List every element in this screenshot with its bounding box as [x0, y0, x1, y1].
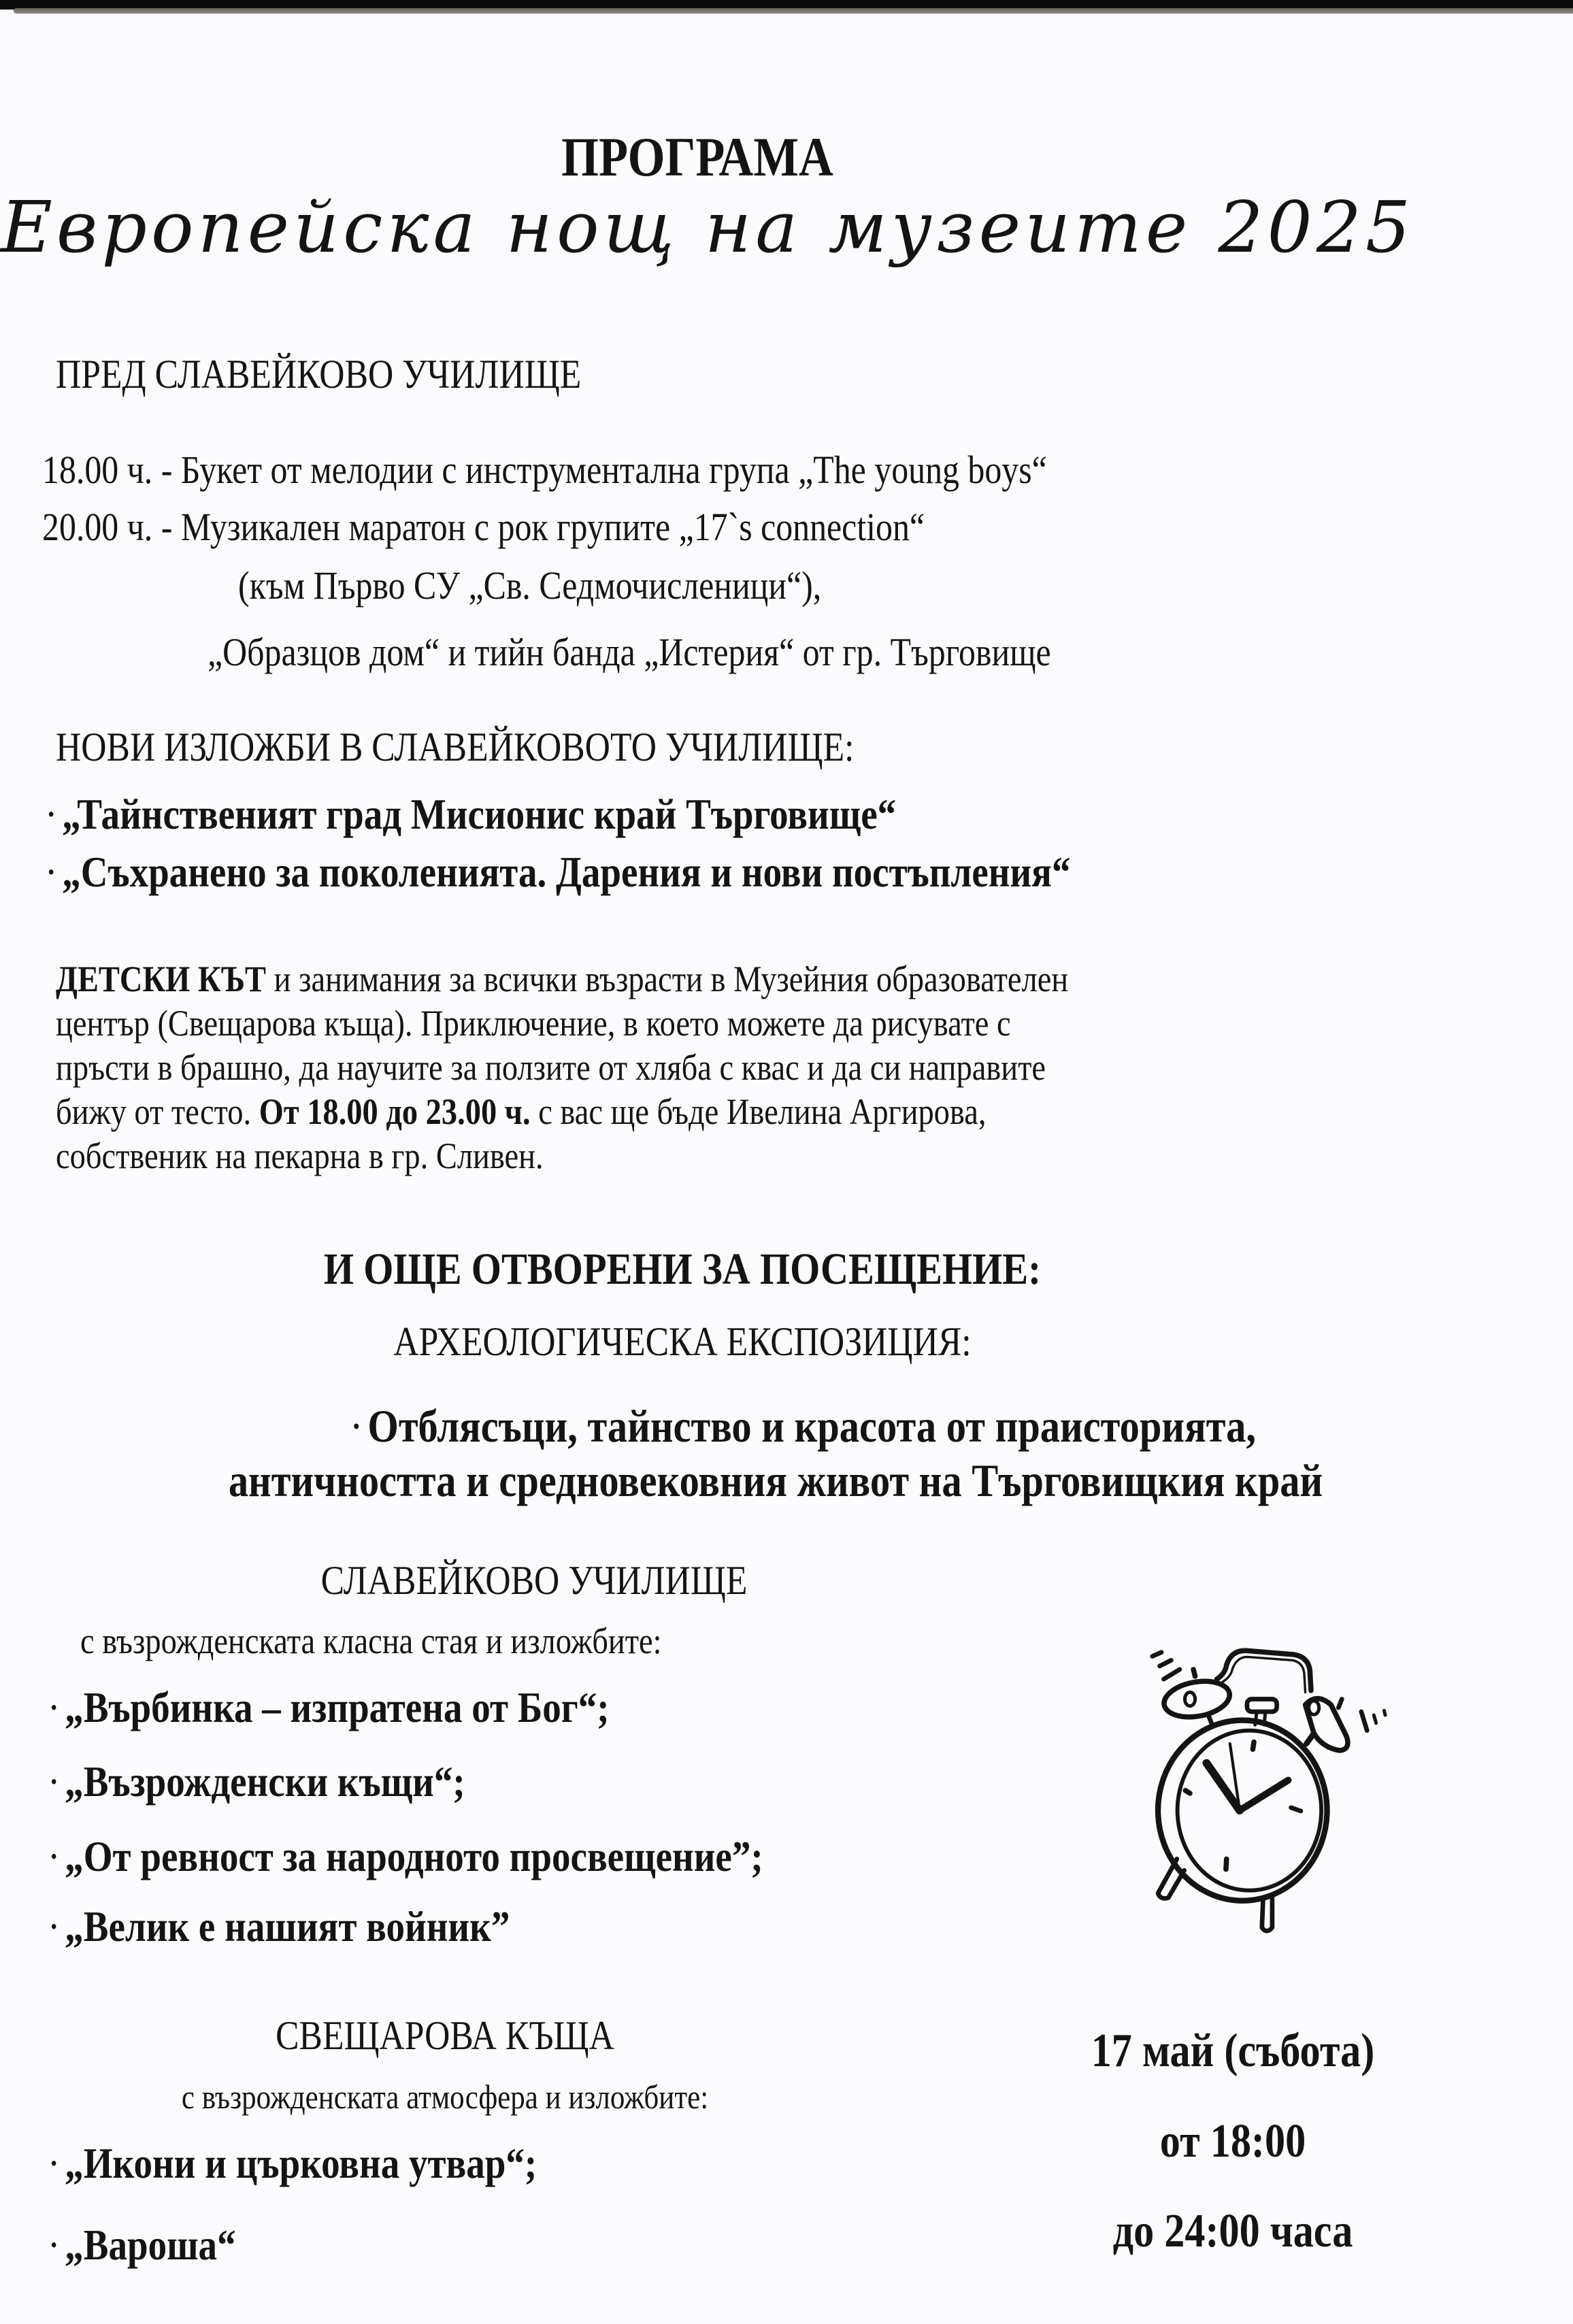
event-time: 18.00 ч. - — [42, 448, 173, 492]
bullet-icon: · — [45, 848, 58, 896]
page-subtitle: Европейска нощ на музеите 2025 — [0, 186, 1415, 269]
exhibition-title: „Възрожденски къщи“; — [65, 1757, 465, 1806]
exhibition-item — [45, 790, 897, 838]
exhibition-title: „Икони и църковна утвар“; — [65, 2139, 537, 2187]
kids-corner-line: център (Свещарова къща). Приключение, в което можете да рисувате с — [56, 1003, 1011, 1044]
exhibition-title: „От ревност за народното просвещение”; — [65, 1832, 763, 1880]
exhibition-title: „Велик е нашият войник” — [65, 1902, 510, 1950]
section-heading-new-exhibitions: НОВИ ИЗЛОЖБИ В СЛАВЕЙКОВОТО УЧИЛИЩЕ: — [56, 725, 855, 769]
kids-corner-label: ДЕТСКИ КЪТ — [56, 959, 267, 999]
event-row — [42, 505, 925, 549]
exhibition-item — [48, 1683, 610, 1731]
exhibition-title: „Вароша“ — [65, 2221, 236, 2269]
bullet-icon: · — [48, 1683, 61, 1731]
exhibition-item — [48, 1832, 763, 1880]
bullet-icon: · — [48, 1757, 61, 1806]
event-text: Букет от мелодии с инструментална група „The young boys“ — [180, 448, 1047, 492]
alarm-clock-icon — [1123, 1606, 1442, 1953]
section-intro: с възрожденската атмосфера и изложбите: — [181, 2078, 709, 2116]
event-row — [42, 450, 1047, 490]
page-title: ПРОГРАМА — [561, 126, 833, 188]
section-heading-sveshtarova-house: СВЕЩАРОВА КЪЩА — [276, 2013, 614, 2058]
section-heading-front-school: ПРЕД СЛАВЕЙКОВО УЧИЛИЩЕ — [56, 352, 582, 397]
kids-corner-line — [56, 961, 1068, 997]
kids-corner-text: с вас ще бъде Ивелина Аргирова, — [530, 1091, 987, 1132]
archaeology-heading: АРХЕОЛОГИЧЕСКА ЕКСПОЗИЦИЯ: — [393, 1319, 972, 1364]
event-continuation: (към Първо СУ „Св. Седмочисленици“), — [238, 563, 822, 608]
event-start-time: от 18:00 — [1159, 2115, 1306, 2168]
archaeology-exhibit-line: античността и средновековния живот на Търговищкия край — [228, 1455, 1323, 1506]
bullet-icon: · — [48, 1832, 61, 1880]
bullet-icon: · — [349, 1400, 363, 1452]
bullet-icon: · — [45, 790, 58, 838]
kids-corner-text: бижу от тесто. — [56, 1091, 259, 1132]
section-heading-slaveykovo-school: СЛАВЕЙКОВО УЧИЛИЩЕ — [320, 1558, 748, 1603]
exhibition-item — [48, 2223, 236, 2267]
exhibition-title: „Върбинка – изпратена от Бог“; — [65, 1683, 610, 1731]
archaeology-exhibit — [349, 1400, 1257, 1452]
exhibition-item — [45, 850, 1070, 894]
kids-corner-hours: От 18.00 до 23.00 ч. — [259, 1091, 531, 1132]
event-continuation: „Образцов дом“ и тийн банда „Истерия“ от гр. Търговище — [208, 630, 1051, 674]
bullet-icon: · — [48, 2221, 61, 2269]
kids-corner-text: и занимания за всички възрасти в Музейния образователен — [266, 959, 1069, 999]
exhibition-item — [48, 1902, 510, 1950]
archaeology-exhibit-line: Отблясъци, тайнство и красота от праисторията, — [367, 1400, 1257, 1452]
event-time: 20.00 ч. - — [42, 505, 173, 549]
section-heading-also-open: И ОЩЕ ОТВОРЕНИ ЗА ПОСЕЩЕНИЕ: — [323, 1244, 1042, 1294]
exhibition-title: „Тайнственият град Мисионис край Търговище“ — [62, 790, 897, 838]
exhibition-title: „Съхранено за поколенията. Дарения и нови постъпления“ — [62, 848, 1071, 896]
exhibition-item — [48, 2139, 537, 2187]
paper-edge — [14, 8, 1573, 14]
event-end-time: до 24:00 часа — [1112, 2205, 1353, 2257]
bullet-icon: · — [48, 2139, 61, 2187]
section-intro: с възрожденската класна стая и изложбите: — [80, 1621, 662, 1661]
event-text: Музикален маратон с рок групите „17`s connection“ — [180, 505, 925, 549]
kids-corner-line: пръсти в брашно, да научите за ползите от хляба с квас и да си направите — [56, 1047, 1046, 1088]
kids-corner-line: собственик на пекарна в гр. Сливен. — [56, 1135, 544, 1176]
exhibition-item — [48, 1757, 465, 1806]
event-date: 17 май (събота) — [1091, 2025, 1375, 2077]
kids-corner-line — [56, 1093, 986, 1130]
bullet-icon: · — [48, 1902, 61, 1950]
